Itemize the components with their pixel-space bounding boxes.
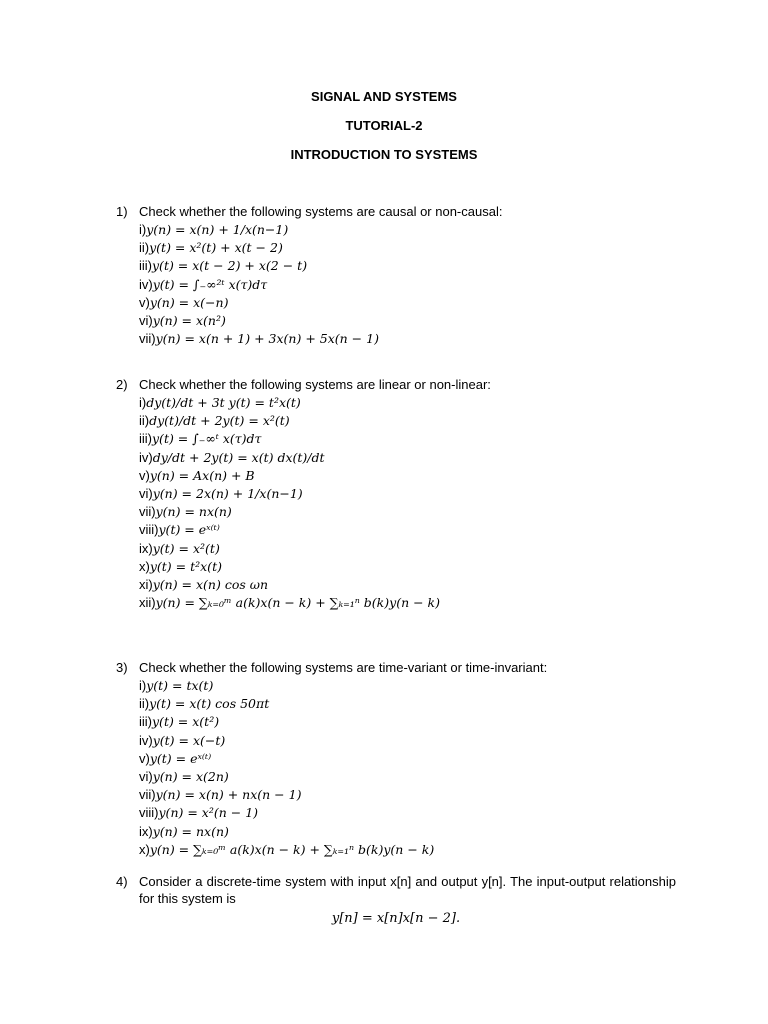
item-equation: y(n) = x(n) + 1/x(n−1) — [146, 222, 289, 237]
equation-item — [139, 558, 676, 576]
item-equation: dy/dt + 2y(t) = x(t) dx(t)/dt — [152, 449, 325, 465]
equation-item — [139, 430, 676, 448]
item-label: x) — [139, 558, 150, 574]
document-title: SIGNAL AND SYSTEMS — [311, 89, 457, 104]
item-equation: y(n) = x(n + 1) + 3x(n) + 5x(n − 1) — [155, 331, 379, 347]
equation-item — [139, 294, 676, 312]
item-equation: y(t) = eˣ⁽ᵗ⁾ — [158, 522, 220, 538]
item-equation: y(t) = x(t − 2) + x(2 − t) — [152, 258, 308, 274]
item-equation: y(t) = x(t) cos 50πt — [149, 696, 270, 712]
item-equation: y(n) = 2x(n) + 1/x(n−1) — [152, 485, 303, 501]
item-label: viii) — [139, 805, 159, 821]
item-equation: y(n) = nx(n) — [155, 504, 232, 520]
item-label: iii) — [139, 714, 152, 730]
item-equation: dy(t)/dt + 2y(t) = x²(t) — [149, 413, 290, 429]
question-text: Check whether the following systems are time-variant or time-invariant: — [139, 660, 548, 675]
equation-item — [139, 823, 676, 841]
question-4 — [116, 873, 676, 926]
item-label: vii) — [139, 787, 156, 803]
equation-item — [139, 768, 676, 786]
equation-item — [139, 221, 676, 239]
equation-item — [139, 677, 676, 695]
item-equation: y(t) = ∫₋∞²ᵗ x(τ)dτ — [152, 276, 268, 292]
item-label: iv) — [139, 449, 153, 465]
question-number: 3) — [116, 660, 128, 675]
item-equation: y(n) = x²(n − 1) — [158, 805, 259, 821]
equation-item — [139, 485, 676, 503]
equation-item — [139, 239, 676, 257]
item-equation: y(n) = ∑ₖ₌₀ᵐ a(k)x(n − k) + ∑ₖ₌₁ⁿ b(k)y(n − k) — [155, 595, 440, 611]
item-label: iii) — [139, 258, 152, 274]
item-label: ix) — [139, 823, 153, 839]
topic-title: INTRODUCTION TO SYSTEMS — [290, 147, 478, 162]
equation-item — [139, 576, 676, 594]
item-label: ii) — [139, 413, 150, 429]
item-label: v) — [139, 294, 150, 310]
item-equation: y(t) = ∫₋∞ᵗ x(τ)dτ — [152, 431, 262, 447]
equation-item — [139, 449, 676, 467]
question-text: Consider a discrete-time system with input x[n] and output y[n]. The input-output relationship for this system is — [139, 874, 676, 906]
item-equation: y(t) = eˣ⁽ᵗ⁾ — [149, 750, 212, 766]
equation-item — [139, 594, 676, 612]
item-label: vi) — [139, 768, 153, 784]
item-label: vi) — [139, 485, 153, 501]
equation-item — [139, 786, 676, 804]
question-number: 2) — [116, 377, 128, 392]
equation-item — [139, 732, 676, 750]
item-label: ix) — [139, 540, 153, 556]
equation-item — [139, 750, 676, 768]
equation-list — [139, 394, 676, 612]
item-equation: y(t) = tx(t) — [146, 678, 214, 693]
item-label: ii) — [139, 696, 150, 712]
equation-item — [139, 412, 676, 430]
equation-item — [139, 521, 676, 539]
item-label: x) — [139, 841, 150, 857]
item-label: i) — [139, 395, 147, 410]
question-number: 4) — [116, 874, 128, 889]
system-equation: y[n] = x[n]x[n − 2]. — [331, 911, 461, 926]
item-equation: y(n) = x(n) + nx(n − 1) — [155, 787, 302, 803]
question-text: Check whether the following systems are linear or non-linear: — [139, 377, 491, 392]
question-text: Check whether the following systems are causal or non-causal: — [139, 204, 503, 219]
item-label: ii) — [139, 240, 150, 256]
equation-item — [139, 312, 676, 330]
tutorial-number: TUTORIAL-2 — [345, 118, 423, 133]
item-equation: y(t) = x(−t) — [152, 732, 226, 748]
equation-item — [139, 695, 676, 713]
equation-item — [139, 276, 676, 294]
item-label: iv) — [139, 276, 153, 292]
item-label: viii) — [139, 522, 159, 538]
equation-item — [139, 540, 676, 558]
question-2 — [116, 376, 676, 612]
equation-item — [139, 394, 676, 412]
item-equation: y(n) = Ax(n) + B — [149, 467, 255, 483]
item-label: i) — [139, 222, 147, 237]
item-label: iv) — [139, 732, 153, 748]
item-label: xii) — [139, 595, 156, 611]
question-3 — [116, 659, 676, 859]
item-label: v) — [139, 750, 150, 766]
item-equation: y(n) = nx(n) — [152, 823, 229, 839]
equation-list — [139, 221, 676, 348]
equation-list — [139, 677, 676, 859]
item-label: vii) — [139, 331, 156, 347]
question-1 — [116, 203, 676, 348]
item-label: v) — [139, 467, 150, 483]
item-equation: y(n) = x(n²) — [152, 312, 226, 328]
question-number: 1) — [116, 204, 128, 219]
item-equation: y(n) = x(2n) — [152, 768, 229, 784]
item-label: vii) — [139, 504, 156, 520]
equation-item — [139, 503, 676, 521]
item-equation: y(t) = t²x(t) — [149, 558, 222, 574]
item-label: vi) — [139, 312, 153, 328]
item-label: i) — [139, 678, 147, 693]
item-equation: y(n) = x(n) cos ωn — [152, 576, 268, 592]
equation-item — [139, 257, 676, 275]
item-label: iii) — [139, 431, 152, 447]
item-equation: dy(t)/dt + 3t y(t) = t²x(t) — [146, 395, 301, 410]
equation-item — [139, 330, 676, 348]
equation-item — [139, 804, 676, 822]
item-label: xi) — [139, 576, 153, 592]
equation-item — [139, 467, 676, 485]
item-equation: y(n) = ∑ₖ₌₀ᵐ a(k)x(n − k) + ∑ₖ₌₁ⁿ b(k)y(n − k) — [149, 841, 435, 857]
item-equation: y(t) = x²(t) + x(t − 2) — [149, 240, 283, 256]
item-equation: y(n) = x(−n) — [149, 294, 229, 310]
item-equation: y(t) = x(t²) — [152, 714, 220, 730]
equation-item — [139, 713, 676, 731]
equation-item — [139, 841, 676, 859]
item-equation: y(t) = x²(t) — [152, 540, 220, 556]
